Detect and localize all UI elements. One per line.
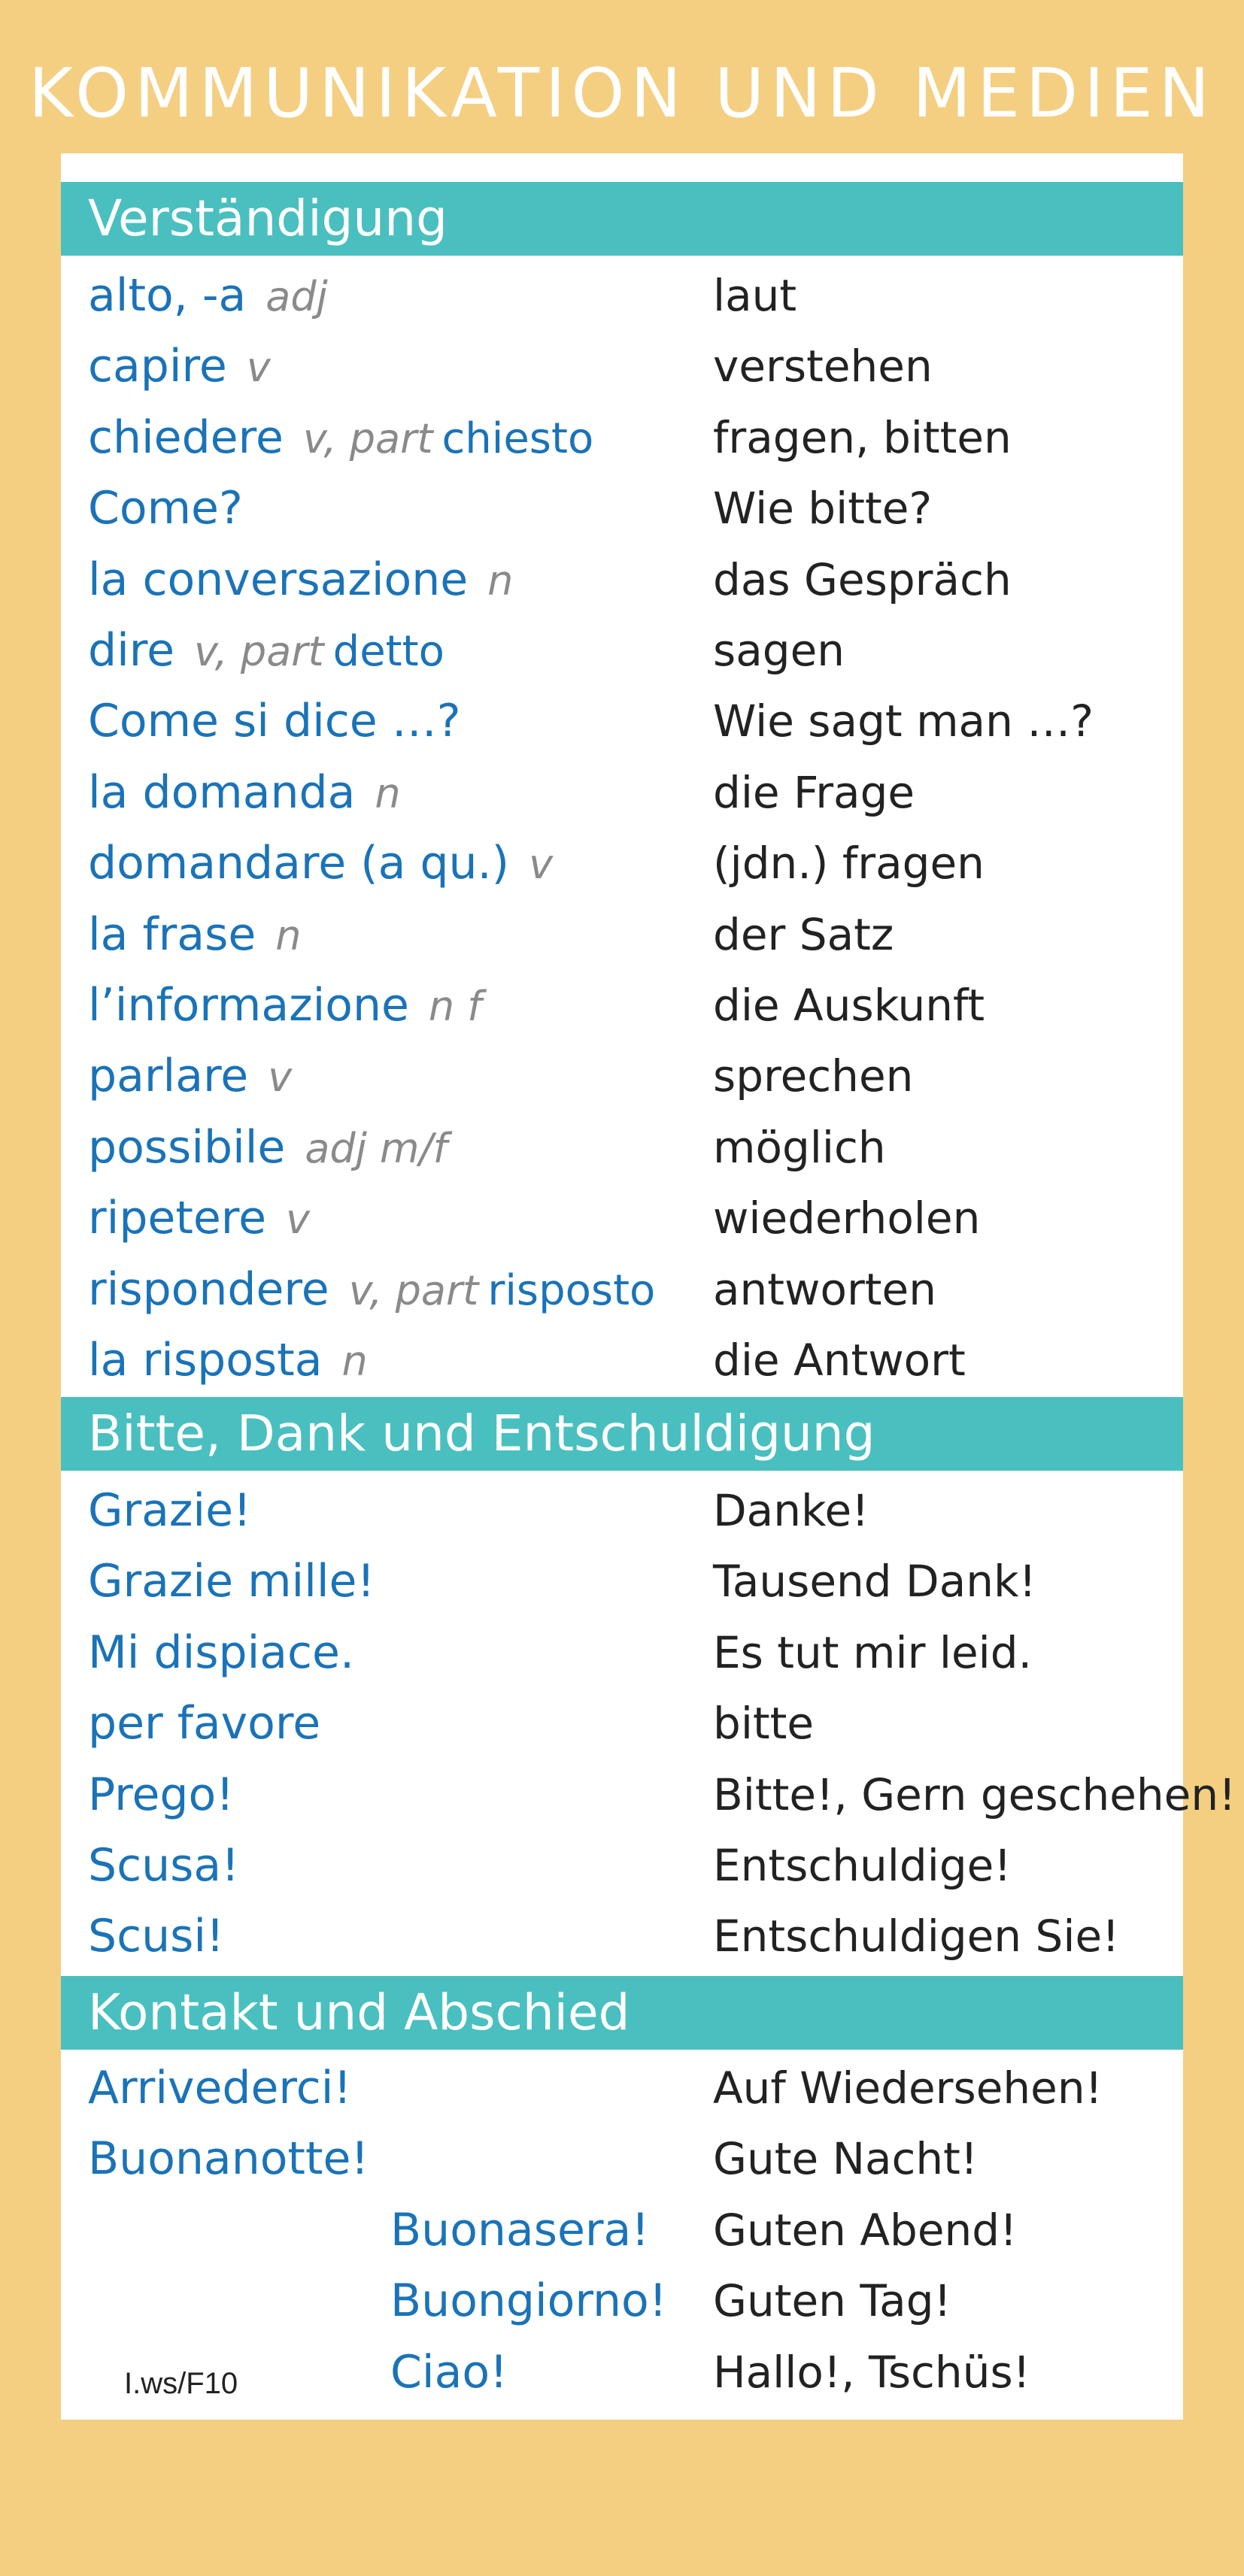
italian-term [88, 1688, 320, 1759]
german-translation: die Auskunft [713, 980, 985, 1031]
vocab-row [61, 2123, 1183, 2194]
italian-word: Arrivederci! [88, 2062, 352, 2114]
participle: risposto [487, 1265, 656, 1315]
vocab-row [61, 2265, 1183, 2336]
section-heading: Bitte, Dank und Entschuldigung [61, 1397, 1183, 1471]
italian-term [88, 1901, 224, 1971]
german-translation: möglich [713, 1121, 886, 1173]
italian-word: ripetere [88, 1192, 267, 1245]
italian-term [88, 2053, 351, 2123]
grammar-note: adj m/f [305, 1124, 448, 1172]
german-translation: Tausend Dank! [713, 1556, 1036, 1608]
grammar-note: n [275, 911, 302, 959]
vocab-row [61, 828, 1183, 899]
grammar-note: adj [265, 273, 328, 320]
italian-term [88, 686, 461, 756]
vocab-row [61, 473, 1183, 544]
grammar-note: v, part [348, 1266, 479, 1314]
german-translation: sprechen [713, 1050, 914, 1102]
vocab-row [61, 1830, 1183, 1901]
german-translation: Wie bitte? [713, 483, 933, 535]
grammar-note: n [375, 769, 401, 817]
german-translation: Gute Nacht! [713, 2133, 979, 2185]
grammar-note: v [246, 344, 271, 392]
italian-word: Mi dispiace. [88, 1626, 355, 1679]
italian-term [88, 615, 445, 686]
vocab-row [61, 1183, 1183, 1253]
vocab-row [61, 544, 1183, 615]
vocab-row [61, 1041, 1183, 1111]
vocab-row [61, 260, 1183, 331]
vocab-row [61, 2195, 1183, 2265]
german-translation: sagen [713, 625, 845, 676]
italian-word: Come? [88, 482, 243, 535]
vocab-row [61, 402, 1183, 473]
german-translation: Wie sagt man …? [713, 696, 1094, 747]
vocab-row [61, 615, 1183, 686]
italian-term [88, 1325, 368, 1396]
italian-term [88, 1041, 292, 1111]
german-translation: die Frage [713, 766, 915, 818]
vocab-row [61, 1475, 1183, 1546]
italian-word: alto, -a [88, 269, 247, 322]
grammar-note: n [487, 556, 514, 605]
italian-term [390, 2195, 649, 2265]
italian-term [88, 757, 401, 828]
vocab-row [61, 1254, 1183, 1325]
italian-term [88, 1183, 310, 1253]
participle: detto [332, 627, 445, 676]
italian-term [88, 544, 513, 615]
german-translation: Entschuldigen Sie! [713, 1911, 1120, 1962]
german-translation: Auf Wiedersehen! [713, 2062, 1103, 2114]
italian-word: Buonasera! [390, 2203, 650, 2256]
grammar-note: n f [428, 983, 482, 1030]
german-translation: die Antwort [713, 1335, 966, 1386]
italian-word: la conversazione [88, 553, 469, 606]
italian-word: Grazie mille! [88, 1555, 375, 1608]
german-translation: der Satz [713, 908, 894, 960]
italian-term [88, 1254, 655, 1325]
vocab-row [61, 1325, 1183, 1396]
german-translation: fragen, bitten [713, 411, 1012, 463]
italian-word: la risposta [88, 1334, 323, 1386]
italian-word: Come si dice …? [88, 695, 461, 748]
italian-word: Prego! [88, 1768, 235, 1821]
italian-term [88, 1546, 375, 1617]
german-translation: Danke! [713, 1485, 869, 1536]
page-title: KOMMUNIKATION UND MEDIEN [29, 54, 1215, 133]
grammar-note: n [341, 1338, 368, 1385]
italian-term [390, 2337, 508, 2408]
vocab-row [61, 331, 1183, 402]
vocab-row [61, 2337, 1183, 2408]
participle: chiesto [441, 414, 594, 463]
italian-term [88, 402, 593, 473]
italian-word: parlare [88, 1050, 249, 1103]
italian-word: l’informazione [88, 979, 409, 1032]
italian-word: dire [88, 624, 175, 677]
italian-term [88, 1617, 354, 1688]
vocab-row [61, 970, 1183, 1041]
italian-word: Buonanotte! [88, 2132, 369, 2186]
grammar-note: v, part [194, 628, 324, 675]
german-translation: bitte [713, 1698, 815, 1750]
german-translation: Guten Tag! [713, 2275, 951, 2327]
german-translation: Es tut mir leid. [713, 1626, 1033, 1678]
italian-word: per favore [88, 1697, 321, 1750]
german-translation: das Gespräch [713, 553, 1012, 605]
grammar-note: v, part [302, 414, 433, 462]
italian-word: possibile [88, 1120, 286, 1174]
italian-word: la frase [88, 908, 256, 961]
italian-term [88, 331, 271, 402]
italian-term [88, 899, 301, 970]
italian-term [88, 828, 553, 899]
card-code: I.ws/F10 [124, 2367, 238, 2400]
italian-term [390, 2265, 667, 2336]
german-translation: Entschuldige! [713, 1840, 1012, 1891]
vocabulary-card [61, 153, 1236, 2420]
vocab-row [61, 686, 1183, 756]
german-translation: (jdn.) fragen [713, 838, 985, 889]
vocab-row [61, 1617, 1183, 1688]
italian-word: chiedere [88, 411, 284, 464]
vocab-row [61, 2053, 1183, 2123]
italian-word: domandare (a qu.) [88, 837, 510, 890]
vocab-row [61, 1546, 1183, 1617]
vocab-row [61, 1112, 1183, 1183]
german-translation: laut [713, 270, 797, 321]
grammar-note: v [286, 1196, 311, 1244]
italian-term [88, 1830, 239, 1901]
german-translation: Hallo!, Tschüs! [713, 2346, 1030, 2398]
italian-word: Scusi! [88, 1910, 225, 1963]
grammar-note: v [529, 841, 554, 889]
vocab-row [61, 1759, 1236, 1830]
italian-term [88, 1475, 251, 1546]
german-translation: Guten Abend! [713, 2204, 1018, 2256]
italian-word: Scusa! [88, 1839, 240, 1892]
italian-term [88, 2123, 369, 2194]
section-heading: Verständigung [61, 182, 1183, 256]
italian-term [88, 473, 243, 544]
grammar-note: v [268, 1053, 293, 1102]
german-translation: antworten [713, 1263, 936, 1315]
italian-term [88, 1112, 448, 1183]
italian-term [88, 1759, 234, 1830]
vocab-row [61, 899, 1183, 970]
german-translation: verstehen [713, 341, 933, 392]
german-translation: wiederholen [713, 1193, 981, 1244]
italian-word: capire [88, 340, 227, 393]
vocab-row [61, 757, 1183, 828]
italian-term [88, 260, 328, 331]
section-heading: Kontakt und Abschied [61, 1976, 1183, 2050]
italian-word: la domanda [88, 765, 356, 819]
italian-word: Grazie! [88, 1484, 252, 1537]
italian-term [88, 970, 481, 1041]
vocab-row [61, 1688, 1183, 1759]
german-translation: Bitte!, Gern geschehen! [713, 1768, 1236, 1820]
italian-word: rispondere [88, 1262, 329, 1316]
vocab-row [61, 1901, 1183, 1971]
italian-word: Buongiorno! [390, 2274, 667, 2328]
italian-word: Ciao! [390, 2345, 508, 2399]
